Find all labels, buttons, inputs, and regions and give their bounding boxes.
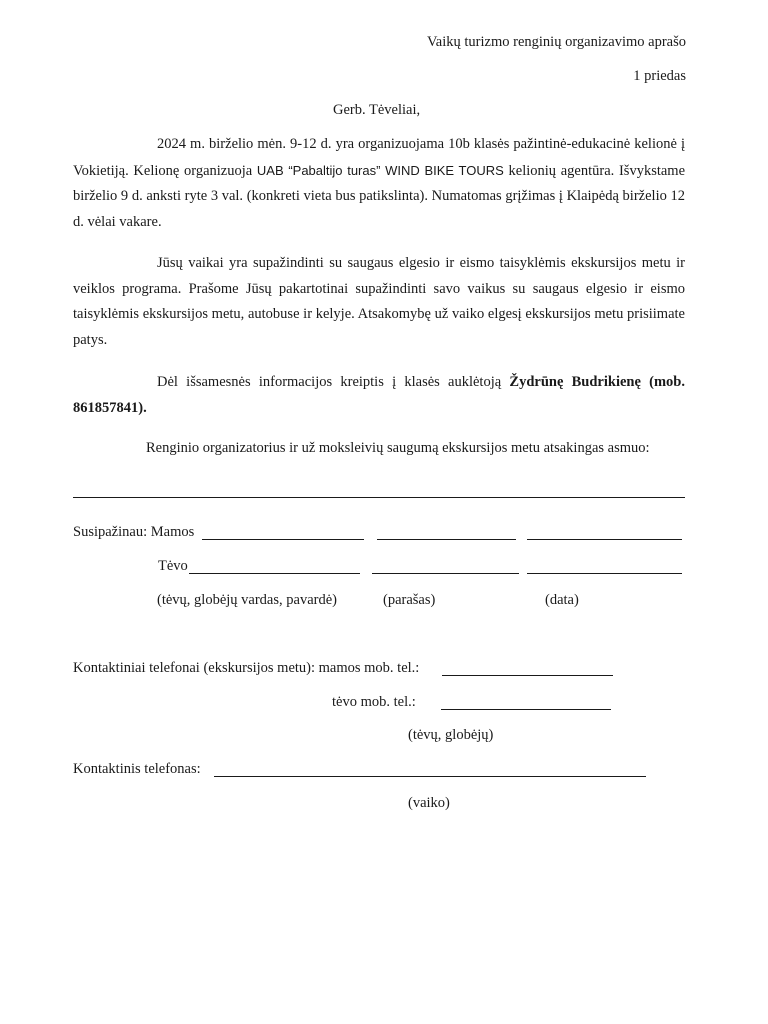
organizer-label: Renginio organizatorius ir už moksleivių saugumą ekskursijos metu atsakingas asmuo:: [146, 440, 650, 456]
contacts-father-label: tėvo mob. tel.:: [332, 694, 416, 710]
father-phone-line[interactable]: [441, 709, 611, 710]
child-phone-line[interactable]: [214, 776, 646, 777]
paragraph-trip-info: [73, 132, 685, 235]
paragraph-trip-info-part1: 2024 m. birželio mėn. 9-12 d. yra organizuojama 10b klasės pažintinė-edukacinė kelionė į Vokietiją. Kelionę organizuoja: [73, 136, 685, 179]
paragraph-contact-teacher-text: Dėl išsamesnės informacijos kreiptis į klasės auklėtoją: [157, 374, 510, 390]
mother-name-line[interactable]: [202, 539, 364, 540]
mother-phone-line[interactable]: [442, 675, 613, 676]
mother-label: Mamos: [150, 524, 195, 540]
caption-name: (tėvų, globėjų vardas, pavardė): [157, 592, 337, 608]
organizer-signature-line[interactable]: [73, 497, 685, 498]
acknowledge-prefix: Susipažinau:: [73, 524, 148, 540]
caption-parents: (tėvų, globėjų): [408, 727, 494, 743]
father-date-line[interactable]: [527, 573, 682, 574]
father-name-line[interactable]: [189, 573, 360, 574]
paragraph-trip-info-part2: kelionių agentūra. Išvykstame birželio 9 d. anksti ryte 3 val. (konkreti vieta bus patikslinta). Numatomas grįžimas į Klaipėdą birželio 12 d. vėlai vakare.: [73, 162, 686, 230]
paragraph-contact-teacher: [73, 370, 685, 421]
contacts-mother-label: Kontaktiniai telefonai (ekskursijos metu): mamos mob. tel.:: [73, 660, 420, 676]
father-label: Tėvo: [158, 558, 188, 574]
father-signature-line[interactable]: [372, 573, 519, 574]
company-name: UAB “Pabaltijo turas” WIND BIKE TOURS: [256, 162, 504, 178]
acknowledge-label: [73, 524, 194, 541]
caption-signature: (parašas): [383, 592, 436, 608]
caption-child: (vaiko): [408, 795, 450, 811]
greeting: Gerb. Tėveliai,: [333, 102, 421, 118]
appendix-label: 1 priedas: [633, 68, 686, 84]
mother-date-line[interactable]: [527, 539, 682, 540]
mother-signature-line[interactable]: [377, 539, 516, 540]
document-title: Vaikų turizmo renginių organizavimo aprašo: [426, 34, 686, 50]
teacher-name-phone: Žydrūnę Budrikienę (mob. 861857841).: [73, 374, 685, 416]
caption-date: (data): [545, 592, 579, 608]
paragraph-safety-rules: Jūsų vaikai yra supažindinti su saugaus elgesio ir eismo taisyklėmis ekskursijos metu ir veiklos programa. Prašome Jūsų pakartotinai supažindinti savo vaikus su saugaus elgesio ir eismo taisyklėmis ekskursijos metu, autobuse ir kelyje. Atsakomybę už vaiko elgesį ekskursijos metu prisiimate patys.: [73, 255, 685, 348]
child-phone-label: Kontaktinis telefonas:: [73, 761, 201, 777]
